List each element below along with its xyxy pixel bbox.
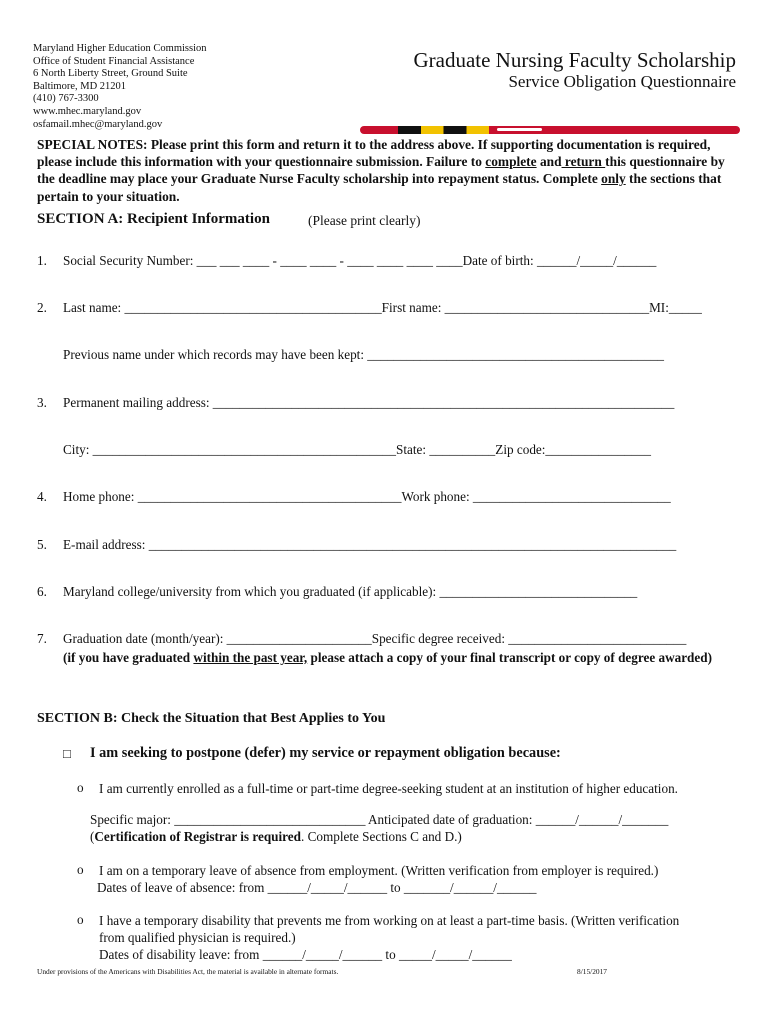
agency-line: Baltimore, MD 21201: [33, 80, 127, 92]
agency-line: osfamail.mhec@maryland.gov: [33, 118, 163, 130]
agency-line: Maryland Higher Education Commission: [33, 43, 207, 54]
agency-line: www.mhec.maryland.gov: [33, 105, 142, 117]
previous-name-field[interactable]: Previous name under which records may have been kept: _____________________________________________: [63, 347, 665, 362]
phone-field[interactable]: Home phone: ________________________________________Work phone: ______________________________: [63, 489, 671, 504]
graduation-degree-field[interactable]: Graduation date (month/year): ______________________Specific degree received: ___________________________: [63, 631, 687, 646]
revision-date: 8/15/2017: [577, 967, 607, 976]
option-enrolled: I am currently enrolled as a full-time or part-time degree-seeking student at an institution of higher education.: [99, 781, 678, 796]
major-graduation-field[interactable]: Specific major: _____________________________ Anticipated date of graduation: ______/______/_______: [90, 812, 669, 827]
q4-number: 4.: [37, 489, 47, 504]
postpone-label: I am seeking to postpone (defer) my service or repayment obligation because:: [90, 745, 561, 761]
q1-number: 1.: [37, 253, 47, 268]
option-disability-cont: from qualified physician is required.): [99, 930, 296, 945]
agency-line: (410) 767-3300: [33, 93, 99, 105]
section-b-title: SECTION B: Check the Situation that Best Applies to You: [37, 711, 386, 726]
disability-dates-field[interactable]: Dates of disability leave: from ______/_____/______ to _____/_____/______: [99, 947, 512, 962]
section-a-title: SECTION A: Recipient Information: [37, 211, 270, 227]
bullet-icon: o: [77, 912, 84, 927]
agency-line: 6 North Liberty Street, Ground Suite: [33, 68, 188, 80]
registrar-note: (Certification of Registrar is required. Complete Sections C and D.): [90, 829, 462, 844]
q2-number: 2.: [37, 300, 47, 315]
postpone-checkbox[interactable]: □: [63, 746, 71, 761]
agency-address-block: [33, 43, 207, 131]
section-a-note: (Please print clearly): [308, 213, 421, 228]
form-subtitle: Service Obligation Questionnaire: [508, 72, 736, 91]
maryland-flag-bar: [360, 126, 740, 134]
agency-line: Office of Student Financial Assistance: [33, 55, 195, 67]
ssn-dob-field[interactable]: Social Security Number: ___ ___ ____ - ____ ____ - ____ ____ ____ ____Date of birth: ______/_____/______: [63, 253, 657, 268]
mailing-address-field[interactable]: Permanent mailing address: ______________________________________________________________________: [63, 395, 675, 410]
college-field[interactable]: Maryland college/university from which you graduated (if applicable): ______________________________: [63, 584, 638, 599]
option-leave: I am on a temporary leave of absence from employment. (Written verification from employer is required.): [99, 863, 659, 878]
leave-dates-field[interactable]: Dates of leave of absence: from ______/_____/______ to _______/______/______: [97, 880, 537, 895]
q3-number: 3.: [37, 395, 47, 410]
name-field[interactable]: Last name: _______________________________________First name: _______________________________MI:_____: [63, 300, 702, 315]
transcript-note: (if you have graduated within the past year, please attach a copy of your final transcript or copy of degree awarded): [63, 650, 712, 665]
form-title: Graduate Nursing Faculty Scholarship: [413, 48, 736, 72]
q6-number: 6.: [37, 584, 47, 599]
special-notes: SPECIAL NOTES: Please print this form and return it to the address above. If supporting documentation is required, please include this information with your questionnaire submission. Failure to complete and return this questionnaire by the deadline may place your Graduate Nurse Faculty scholarship into repayment status. Complete only the sections that pertain to your situation.: [37, 137, 725, 204]
email-field[interactable]: E-mail address: ________________________________________________________________________________: [63, 537, 677, 552]
bullet-icon: o: [77, 862, 84, 877]
option-disability: I have a temporary disability that prevents me from working on at least a part-time basis. (Written verification: [99, 913, 680, 928]
ada-footer: Under provisions of the Americans with Disabilities Act, the material is available in alternate formats.: [37, 967, 339, 976]
city-state-zip-field[interactable]: City: ______________________________________________State: __________Zip code:________________: [63, 442, 651, 457]
q5-number: 5.: [37, 537, 47, 552]
bullet-icon: o: [77, 780, 84, 795]
q7-number: 7.: [37, 631, 47, 646]
